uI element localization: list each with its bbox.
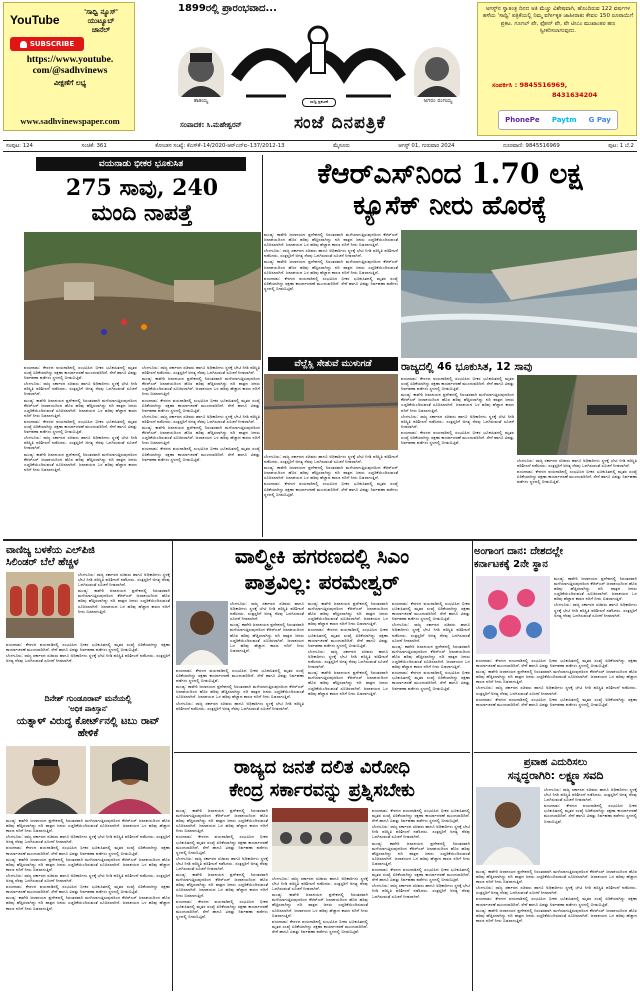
paper-type: ಸಂಜೆ ದಿನಪತ್ರಿಕೆ bbox=[294, 113, 386, 133]
date: ಆಗಸ್ಟ್ 01, ಗುರುವಾರ 2024 bbox=[398, 142, 455, 149]
centre-meeting-photo bbox=[272, 808, 368, 872]
phone1[interactable]: 9845516969, bbox=[519, 81, 568, 89]
col-rule-2 bbox=[172, 541, 173, 991]
valmiki-headline: ವಾಲ್ಮೀಕಿ ಹಗರಣದಲ್ಲಿ ಸಿಎಂ ಪಾತ್ರವಿಲ್ಲ: ಪರಮೇಶ್ವರ್ bbox=[234, 544, 410, 594]
wayanad-kicker: ವಯನಾಡು ಭೀಕರ ಭೂಕುಸಿತ bbox=[36, 157, 246, 171]
organ-photo bbox=[476, 576, 550, 654]
paytm-icon: Paytm bbox=[551, 116, 577, 124]
gpay-icon: G Pay bbox=[588, 116, 611, 124]
youtube-logo: YouTube bbox=[10, 13, 60, 27]
gundu-body: ಮಂಡ್ಯ: ಕಾವೇರಿ ಜಲಾನಯನ ಪ್ರದೇಶದಲ್ಲಿ ನಿರಂತರವಾಗಿ ಮಳೆಯಾಗುತ್ತಿರುವುದರಿಂದ ಕೆಆರ್‌ಎಸ್ ಜಲಾಶಯದಿಂದ ಹೊರ ಹರಿವು ಹೆಚ್ಚಿಸಲಾಗಿದ್ದು ನದಿ ಪಾತ್ರದ ಜನರು ಎಚ್ಚರಿಕೆಯಿಂದಿರುವಂತೆ ಸೂಚಿಸಲಾಗಿದೆ. ಜಲಾಶಯದ ಒಳ ಹರಿವು ಹೆಚ್ಚಾದ ಕಾರಣ ನದಿಗೆ ನೀರು ಬಿಡಲಾಗುತ್ತಿದೆ. ಬೆಂಗಳೂರು: ರಾಜ್ಯ ಸರ್ಕಾರದ ಸಚಿವರು ಹಾಗೂ ಅಧಿಕಾರಿಗಳು ಸ್ಥಳಕ್ಕೆ ಭೇಟಿ ನೀಡಿ ಪರಿಸ್ಥಿತಿ ಪರಿಶೀಲನೆ ನಡೆಸಿದರು. ಸಂತ್ರಸ್ತರಿಗೆ ಅಗತ್ಯ ನೆರವು ಒದಗಿಸುವಂತೆ ಸೂಚನೆ ನೀಡಲಾಗಿದೆ. ವಯನಾಡು: ಕೇರಳದ ವಯನಾಡಿನಲ್ಲಿ ಸಂಭವಿಸಿದ ಭೀಕರ ಭೂಕುಸಿತದಲ್ಲಿ ಮೃತರ ಸಂಖ್ಯೆ ಏರಿಕೆಯಾಗಿದ್ದು ರಕ್ಷಣಾ ಕಾರ್ಯಾಚರಣೆ ಮುಂದುವರಿದಿದೆ. ಸೇನೆ ಹಾಗೂ ವಿಪತ್ತು ನಿರ್ವಹಣಾ ಪಡೆಗಳು ಸ್ಥಳದಲ್ಲಿ ಬೀಡುಬಿಟ್ಟಿವೆ. ಮಂಡ್ಯ: ಕಾವೇರಿ ಜಲಾನಯನ ಪ್ರದೇಶದಲ್ಲಿ ನಿರಂತರವಾಗಿ ಮಳೆಯಾಗುತ್ತಿರುವುದರಿಂದ ಕೆಆರ್‌ಎಸ್ ಜಲಾಶಯದಿಂದ ಹೊರ ಹರಿವು ಹೆಚ್ಚಿಸಲಾಗಿದ್ದು ನದಿ ಪಾತ್ರದ ಜನರು ಎಚ್ಚರಿಕೆಯಿಂದಿರುವಂತೆ ಸೂಚಿಸಲಾಗಿದೆ. ಜಲಾಶಯದ ಒಳ ಹರಿವು ಹೆಚ್ಚಾದ ಕಾರಣ ನದಿಗೆ ನೀರು ಬಿಡಲಾಗುತ್ತಿದೆ. ಬೆಂಗಳೂರು: ರಾಜ್ಯ ಸರ್ಕಾರದ ಸಚಿವರು ಹಾಗೂ ಅಧಿಕಾರಿಗಳು ಸ್ಥಳಕ್ಕೆ ಭೇಟಿ ನೀಡಿ ಪರಿಸ್ಥಿತಿ ಪರಿಶೀಲನೆ ನಡೆಸಿದರು. ಸಂತ್ರಸ್ತರಿಗೆ ಅಗತ್ಯ ನೆರವು ಒದಗಿಸುವಂತೆ ಸೂಚನೆ ನೀಡಲಾಗಿದೆ. ವಯನಾಡು: ಕೇರಳದ ವಯನಾಡಿನಲ್ಲಿ ಸಂಭವಿಸಿದ ಭೀಕರ ಭೂಕುಸಿತದಲ್ಲಿ ಮೃತರ ಸಂಖ್ಯೆ ಏರಿಕೆಯಾಗಿದ್ದು ರಕ್ಷಣಾ ಕಾರ್ಯಾಚರಣೆ ಮುಂದುವರಿದಿದೆ. ಸೇನೆ ಹಾಗೂ ವಿಪತ್ತು ನಿರ್ವಹಣಾ ಪಡೆಗಳು ಸ್ಥಳದಲ್ಲಿ ಬೀಡುಬಿಟ್ಟಿವೆ. ಮಂಡ್ಯ: ಕಾವೇರಿ ಜಲಾನಯನ ಪ್ರದೇಶದಲ್ಲಿ ನಿರಂತರವಾಗಿ ಮಳೆಯಾಗುತ್ತಿರುವುದರಿಂದ ಕೆಆರ್‌ಎಸ್ ಜಲಾಶಯದಿಂದ ಹೊರ ಹರಿವು ಹೆಚ್ಚಿಸಲಾಗಿದ್ದು ನದಿ ಪಾತ್ರದ ಜನರು ಎಚ್ಚರಿಕೆಯಿಂದಿರುವಂತೆ ಸೂಚಿಸಲಾಗಿದೆ. ಜಲಾಶಯದ ಒಳ ಹರಿವು ಹೆಚ್ಚಾದ ಕಾರಣ ನದಿಗೆ ನೀರು ಬಿಡಲಾಗುತ್ತಿದೆ. bbox=[6, 818, 170, 911]
gundu-kicker: ದಿನೇಶ್ ಗುಂಡೂರಾವ್ ಮನೆಯಲ್ಲಿ 'ಅಧಿಕ ಪಾಕಿಸ್ತಾನ' bbox=[44, 694, 132, 713]
wayanad-headline: 275 ಸಾವು, 240 ಮಂದಿ ನಾಪತ್ತೆ bbox=[65, 175, 219, 226]
landslide-body: ವಯನಾಡು: ಕೇರಳದ ವಯನಾಡಿನಲ್ಲಿ ಸಂಭವಿಸಿದ ಭೀಕರ ಭೂಕುಸಿತದಲ್ಲಿ ಮೃತರ ಸಂಖ್ಯೆ ಏರಿಕೆಯಾಗಿದ್ದು ರಕ್ಷಣಾ ಕಾರ್ಯಾಚರಣೆ ಮುಂದುವರಿದಿದೆ. ಸೇನೆ ಹಾಗೂ ವಿಪತ್ತು ನಿರ್ವಹಣಾ ಪಡೆಗಳು ಸ್ಥಳದಲ್ಲಿ ಬೀಡುಬಿಟ್ಟಿವೆ. ಮಂಡ್ಯ: ಕಾವೇರಿ ಜಲಾನಯನ ಪ್ರದೇಶದಲ್ಲಿ ನಿರಂತರವಾಗಿ ಮಳೆಯಾಗುತ್ತಿರುವುದರಿಂದ ಕೆಆರ್‌ಎಸ್ ಜಲಾಶಯದಿಂದ ಹೊರ ಹರಿವು ಹೆಚ್ಚಿಸಲಾಗಿದ್ದು ನದಿ ಪಾತ್ರದ ಜನರು ಎಚ್ಚರಿಕೆಯಿಂದಿರುವಂತೆ ಸೂಚಿಸಲಾಗಿದೆ. ಜಲಾಶಯದ ಒಳ ಹರಿವು ಹೆಚ್ಚಾದ ಕಾರಣ ನದಿಗೆ ನೀರು ಬಿಡಲಾಗುತ್ತಿದೆ. ಬೆಂಗಳೂರು: ರಾಜ್ಯ ಸರ್ಕಾರದ ಸಚಿವರು ಹಾಗೂ ಅಧಿಕಾರಿಗಳು ಸ್ಥಳಕ್ಕೆ ಭೇಟಿ ನೀಡಿ ಪರಿಸ್ಥಿತಿ ಪರಿಶೀಲನೆ ನಡೆಸಿದರು. ಸಂತ್ರಸ್ತರಿಗೆ ಅಗತ್ಯ ನೆರವು ಒದಗಿಸುವಂತೆ ಸೂಚನೆ ನೀಡಲಾಗಿದೆ. ವಯನಾಡು: ಕೇರಳದ ವಯನಾಡಿನಲ್ಲಿ ಸಂಭವಿಸಿದ ಭೀಕರ ಭೂಕುಸಿತದಲ್ಲಿ ಮೃತರ ಸಂಖ್ಯೆ ಏರಿಕೆಯಾಗಿದ್ದು ರಕ್ಷಣಾ ಕಾರ್ಯಾಚರಣೆ ಮುಂದುವರಿದಿದೆ. ಸೇನೆ ಹಾಗೂ ವಿಪತ್ತು ನಿರ್ವಹಣಾ ಪಡೆಗಳು ಸ್ಥಳದಲ್ಲಿ ಬೀಡುಬಿಟ್ಟಿವೆ. bbox=[401, 376, 514, 446]
col-rule-1 bbox=[262, 155, 263, 537]
valmiki-body-col1b: ವಯನಾಡು: ಕೇರಳದ ವಯನಾಡಿನಲ್ಲಿ ಸಂಭವಿಸಿದ ಭೀಕರ ಭೂಕುಸಿತದಲ್ಲಿ ಮೃತರ ಸಂಖ್ಯೆ ಏರಿಕೆಯಾಗಿದ್ದು ರಕ್ಷಣಾ ಕಾರ್ಯಾಚರಣೆ ಮುಂದುವರಿದಿದೆ. ಸೇನೆ ಹಾಗೂ ವಿಪತ್ತು ನಿರ್ವಹಣಾ ಪಡೆಗಳು ಸ್ಥಳದಲ್ಲಿ ಬೀಡುಬಿಟ್ಟಿವೆ. ಮಂಡ್ಯ: ಕಾವೇರಿ ಜಲಾನಯನ ಪ್ರದೇಶದಲ್ಲಿ ನಿರಂತರವಾಗಿ ಮಳೆಯಾಗುತ್ತಿರುವುದರಿಂದ ಕೆಆರ್‌ಎಸ್ ಜಲಾಶಯದಿಂದ ಹೊರ ಹರಿವು ಹೆಚ್ಚಿಸಲಾಗಿದ್ದು ನದಿ ಪಾತ್ರದ ಜನರು ಎಚ್ಚರಿಕೆಯಿಂದಿರುವಂತೆ ಸೂಚಿಸಲಾಗಿದೆ. ಜಲಾಶಯದ ಒಳ ಹರಿವು ಹೆಚ್ಚಾದ ಕಾರಣ ನದಿಗೆ ನೀರು ಬಿಡಲಾಗುತ್ತಿದೆ. ಬೆಂಗಳೂರು: ರಾಜ್ಯ ಸರ್ಕಾರದ ಸಚಿವರು ಹಾಗೂ ಅಧಿಕಾರಿಗಳು ಸ್ಥಳಕ್ಕೆ ಭೇಟಿ ನೀಡಿ ಪರಿಸ್ಥಿತಿ ಪರಿಶೀಲನೆ ನಡೆಸಿದರು. ಸಂತ್ರಸ್ತರಿಗೆ ಅಗತ್ಯ ನೆರವು ಒದಗಿಸುವಂತೆ ಸೂಚನೆ ನೀಡಲಾಗಿದೆ. bbox=[176, 668, 304, 711]
savadi-body-col1: ಬೆಂಗಳೂರು: ರಾಜ್ಯ ಸರ್ಕಾರದ ಸಚಿವರು ಹಾಗೂ ಅಧಿಕಾರಿಗಳು ಸ್ಥಳಕ್ಕೆ ಭೇಟಿ ನೀಡಿ ಪರಿಸ್ಥಿತಿ ಪರಿಶೀಲನೆ ನಡೆಸಿದರು. ಸಂತ್ರಸ್ತರಿಗೆ ಅಗತ್ಯ ನೆರವು ಒದಗಿಸುವಂತೆ ಸೂಚನೆ ನೀಡಲಾಗಿದೆ. ವಯನಾಡು: ಕೇರಳದ ವಯನಾಡಿನಲ್ಲಿ ಸಂಭವಿಸಿದ ಭೀಕರ ಭೂಕುಸಿತದಲ್ಲಿ ಮೃತರ ಸಂಖ್ಯೆ ಏರಿಕೆಯಾಗಿದ್ದು ರಕ್ಷಣಾ ಕಾರ್ಯಾಚರಣೆ ಮುಂದುವರಿದಿದೆ. ಸೇನೆ ಹಾಗೂ ವಿಪತ್ತು ನಿರ್ವಹಣಾ ಪಡೆಗಳು ಸ್ಥಳದಲ್ಲಿ ಬೀಡುಬಿಟ್ಟಿವೆ. bbox=[544, 787, 637, 824]
promo-text: ಅಗಸ್ಟ್‌ನ ಸ್ವಾತಂತ್ರ ದಿನದ ಅತಿ ಮೆಚ್ಚು ವಿಶೇಷವಾಗಿ, ಹೊಂದಿರುವ 122 ವರ್ಷಗಳ ಹಳೆಯ 'ಸಾಧ್ವಿ' ಪತ್ರಿಕೆಯಲ್ಲಿ ನಿಮ್ಮ ವರ್ಗೀಕೃತ ಜಾಹೀರಾತು ಕೇವಲ 150 ರೂಪಾಯಿಗೆ ಪ್ರಕಟ. ಗೂಗಲ್ ಪೇ, ಫೋನ್ ಪೇ, ಪೇ ಟೀಎಂ ಮುಖಾಂತರ ಹಣ ಸ್ವೀಕರಿಸಲಾಗುವುದು. bbox=[482, 6, 634, 35]
youtube-promo[interactable] bbox=[3, 2, 135, 131]
subscribe-button[interactable]: SUBSCRIBE bbox=[10, 37, 84, 51]
issue: ಸಂಚಿಕೆ: 361 bbox=[81, 142, 107, 149]
city: ಮೈಸೂರು bbox=[333, 142, 350, 149]
youtube-url-line1[interactable]: https://www.youtube. bbox=[26, 55, 114, 65]
gundu-photo-2 bbox=[90, 746, 170, 814]
payment-logos bbox=[498, 110, 618, 130]
founder-right-portrait bbox=[414, 47, 460, 97]
valmiki-body-col3: ವಯನಾಡು: ಕೇರಳದ ವಯನಾಡಿನಲ್ಲಿ ಸಂಭವಿಸಿದ ಭೀಕರ ಭೂಕುಸಿತದಲ್ಲಿ ಮೃತರ ಸಂಖ್ಯೆ ಏರಿಕೆಯಾಗಿದ್ದು ರಕ್ಷಣಾ ಕಾರ್ಯಾಚರಣೆ ಮುಂದುವರಿದಿದೆ. ಸೇನೆ ಹಾಗೂ ವಿಪತ್ತು ನಿರ್ವಹಣಾ ಪಡೆಗಳು ಸ್ಥಳದಲ್ಲಿ ಬೀಡುಬಿಟ್ಟಿವೆ. ಬೆಂಗಳೂರು: ರಾಜ್ಯ ಸರ್ಕಾರದ ಸಚಿವರು ಹಾಗೂ ಅಧಿಕಾರಿಗಳು ಸ್ಥಳಕ್ಕೆ ಭೇಟಿ ನೀಡಿ ಪರಿಸ್ಥಿತಿ ಪರಿಶೀಲನೆ ನಡೆಸಿದರು. ಸಂತ್ರಸ್ತರಿಗೆ ಅಗತ್ಯ ನೆರವು ಒದಗಿಸುವಂತೆ ಸೂಚನೆ ನೀಡಲಾಗಿದೆ. ಮಂಡ್ಯ: ಕಾವೇರಿ ಜಲಾನಯನ ಪ್ರದೇಶದಲ್ಲಿ ನಿರಂತರವಾಗಿ ಮಳೆಯಾಗುತ್ತಿರುವುದರಿಂದ ಕೆಆರ್‌ಎಸ್ ಜಲಾಶಯದಿಂದ ಹೊರ ಹರಿವು ಹೆಚ್ಚಿಸಲಾಗಿದ್ದು ನದಿ ಪಾತ್ರದ ಜನರು ಎಚ್ಚರಿಕೆಯಿಂದಿರುವಂತೆ ಸೂಚಿಸಲಾಗಿದೆ. ಜಲಾಶಯದ ಒಳ ಹರಿವು ಹೆಚ್ಚಾದ ಕಾರಣ ನದಿಗೆ ನೀರು ಬಿಡಲಾಗುತ್ತಿದೆ. ವಯನಾಡು: ಕೇರಳದ ವಯನಾಡಿನಲ್ಲಿ ಸಂಭವಿಸಿದ ಭೀಕರ ಭೂಕುಸಿತದಲ್ಲಿ ಮೃತರ ಸಂಖ್ಯೆ ಏರಿಕೆಯಾಗಿದ್ದು ರಕ್ಷಣಾ ಕಾರ್ಯಾಚರಣೆ ಮುಂದುವರಿದಿದೆ. ಸೇನೆ ಹಾಗೂ ವಿಪತ್ತು ನಿರ್ವಹಣಾ ಪಡೆಗಳು ಸ್ಥಳದಲ್ಲಿ ಬೀಡುಬಿಟ್ಟಿವೆ. bbox=[392, 601, 470, 691]
landslide-headline: ರಾಜ್ಯದಲ್ಲಿ 46 ಭೂಕುಸಿತ, 12 ಸಾವು bbox=[401, 361, 533, 373]
founder-left-portrait bbox=[178, 47, 224, 97]
volume: ಸಂಪುಟ: 124 bbox=[6, 142, 33, 149]
centre-body-col1: ಮಂಡ್ಯ: ಕಾವೇರಿ ಜಲಾನಯನ ಪ್ರದೇಶದಲ್ಲಿ ನಿರಂತರವಾಗಿ ಮಳೆಯಾಗುತ್ತಿರುವುದರಿಂದ ಕೆಆರ್‌ಎಸ್ ಜಲಾಶಯದಿಂದ ಹೊರ ಹರಿವು ಹೆಚ್ಚಿಸಲಾಗಿದ್ದು ನದಿ ಪಾತ್ರದ ಜನರು ಎಚ್ಚರಿಕೆಯಿಂದಿರುವಂತೆ ಸೂಚಿಸಲಾಗಿದೆ. ಜಲಾಶಯದ ಒಳ ಹರಿವು ಹೆಚ್ಚಾದ ಕಾರಣ ನದಿಗೆ ನೀರು ಬಿಡಲಾಗುತ್ತಿದೆ. ವಯನಾಡು: ಕೇರಳದ ವಯನಾಡಿನಲ್ಲಿ ಸಂಭವಿಸಿದ ಭೀಕರ ಭೂಕುಸಿತದಲ್ಲಿ ಮೃತರ ಸಂಖ್ಯೆ ಏರಿಕೆಯಾಗಿದ್ದು ರಕ್ಷಣಾ ಕಾರ್ಯಾಚರಣೆ ಮುಂದುವರಿದಿದೆ. ಸೇನೆ ಹಾಗೂ ವಿಪತ್ತು ನಿರ್ವಹಣಾ ಪಡೆಗಳು ಸ್ಥಳದಲ್ಲಿ ಬೀಡುಬಿಟ್ಟಿವೆ. ಬೆಂಗಳೂರು: ರಾಜ್ಯ ಸರ್ಕಾರದ ಸಚಿವರು ಹಾಗೂ ಅಧಿಕಾರಿಗಳು ಸ್ಥಳಕ್ಕೆ ಭೇಟಿ ನೀಡಿ ಪರಿಸ್ಥಿತಿ ಪರಿಶೀಲನೆ ನಡೆಸಿದರು. ಸಂತ್ರಸ್ತರಿಗೆ ಅಗತ್ಯ ನೆರವು ಒದಗಿಸುವಂತೆ ಸೂಚನೆ ನೀಡಲಾಗಿದೆ. ಮಂಡ್ಯ: ಕಾವೇರಿ ಜಲಾನಯನ ಪ್ರದೇಶದಲ್ಲಿ ನಿರಂತರವಾಗಿ ಮಳೆಯಾಗುತ್ತಿರುವುದರಿಂದ ಕೆಆರ್‌ಎಸ್ ಜಲಾಶಯದಿಂದ ಹೊರ ಹರಿವು ಹೆಚ್ಚಿಸಲಾಗಿದ್ದು ನದಿ ಪಾತ್ರದ ಜನರು ಎಚ್ಚರಿಕೆಯಿಂದಿರುವಂತೆ ಸೂಚಿಸಲಾಗಿದೆ. ಜಲಾಶಯದ ಒಳ ಹರಿವು ಹೆಚ್ಚಾದ ಕಾರಣ ನದಿಗೆ ನೀರು ಬಿಡಲಾಗುತ್ತಿದೆ. ವಯನಾಡು: ಕೇರಳದ ವಯನಾಡಿನಲ್ಲಿ ಸಂಭವಿಸಿದ ಭೀಕರ ಭೂಕುಸಿತದಲ್ಲಿ ಮೃತರ ಸಂಖ್ಯೆ ಏರಿಕೆಯಾಗಿದ್ದು ರಕ್ಷಣಾ ಕಾರ್ಯಾಚರಣೆ ಮುಂದುವರಿದಿದೆ. ಸೇನೆ ಹಾಗೂ ವಿಪತ್ತು ನಿರ್ವಹಣಾ ಪಡೆಗಳು ಸ್ಥಳದಲ್ಲಿ ಬೀಡುಬಿಟ್ಟಿವೆ. bbox=[176, 808, 268, 919]
youtube-url-line2[interactable]: com/@sadhvinews bbox=[32, 66, 108, 76]
registration: ಕೋಂಡಸ ಸಂಖ್ಯೆ: ಕೆಎಸ್‌ಕೆ–14/2020-ಆರ್‌ಎನ್‌ಐ–137/2012-13 bbox=[155, 142, 285, 149]
landslide-body-col2: ಬೆಂಗಳೂರು: ರಾಜ್ಯ ಸರ್ಕಾರದ ಸಚಿವರು ಹಾಗೂ ಅಧಿಕಾರಿಗಳು ಸ್ಥಳಕ್ಕೆ ಭೇಟಿ ನೀಡಿ ಪರಿಸ್ಥಿತಿ ಪರಿಶೀಲನೆ ನಡೆಸಿದರು. ಸಂತ್ರಸ್ತರಿಗೆ ಅಗತ್ಯ ನೆರವು ಒದಗಿಸುವಂತೆ ಸೂಚನೆ ನೀಡಲಾಗಿದೆ. ವಯನಾಡು: ಕೇರಳದ ವಯನಾಡಿನಲ್ಲಿ ಸಂಭವಿಸಿದ ಭೀಕರ ಭೂಕುಸಿತದಲ್ಲಿ ಮೃತರ ಸಂಖ್ಯೆ ಏರಿಕೆಯಾಗಿದ್ದು ರಕ್ಷಣಾ ಕಾರ್ಯಾಚರಣೆ ಮುಂದುವರಿದಿದೆ. ಸೇನೆ ಹಾಗೂ ವಿಪತ್ತು ನಿರ್ವಹಣಾ ಪಡೆಗಳು ಸ್ಥಳದಲ್ಲಿ ಬೀಡುಬಿಟ್ಟಿವೆ. bbox=[517, 458, 637, 485]
centre-body-col3: ವಯನಾಡು: ಕೇರಳದ ವಯನಾಡಿನಲ್ಲಿ ಸಂಭವಿಸಿದ ಭೀಕರ ಭೂಕುಸಿತದಲ್ಲಿ ಮೃತರ ಸಂಖ್ಯೆ ಏರಿಕೆಯಾಗಿದ್ದು ರಕ್ಷಣಾ ಕಾರ್ಯಾಚರಣೆ ಮುಂದುವರಿದಿದೆ. ಸೇನೆ ಹಾಗೂ ವಿಪತ್ತು ನಿರ್ವಹಣಾ ಪಡೆಗಳು ಸ್ಥಳದಲ್ಲಿ ಬೀಡುಬಿಟ್ಟಿವೆ. ಬೆಂಗಳೂರು: ರಾಜ್ಯ ಸರ್ಕಾರದ ಸಚಿವರು ಹಾಗೂ ಅಧಿಕಾರಿಗಳು ಸ್ಥಳಕ್ಕೆ ಭೇಟಿ ನೀಡಿ ಪರಿಸ್ಥಿತಿ ಪರಿಶೀಲನೆ ನಡೆಸಿದರು. ಸಂತ್ರಸ್ತರಿಗೆ ಅಗತ್ಯ ನೆರವು ಒದಗಿಸುವಂತೆ ಸೂಚನೆ ನೀಡಲಾಗಿದೆ. ಮಂಡ್ಯ: ಕಾವೇರಿ ಜಲಾನಯನ ಪ್ರದೇಶದಲ್ಲಿ ನಿರಂತರವಾಗಿ ಮಳೆಯಾಗುತ್ತಿರುವುದರಿಂದ ಕೆಆರ್‌ಎಸ್ ಜಲಾಶಯದಿಂದ ಹೊರ ಹರಿವು ಹೆಚ್ಚಿಸಲಾಗಿದ್ದು ನದಿ ಪಾತ್ರದ ಜನರು ಎಚ್ಚರಿಕೆಯಿಂದಿರುವಂತೆ ಸೂಚಿಸಲಾಗಿದೆ. ಜಲಾಶಯದ ಒಳ ಹರಿವು ಹೆಚ್ಚಾದ ಕಾರಣ ನದಿಗೆ ನೀರು ಬಿಡಲಾಗುತ್ತಿದೆ. ವಯನಾಡು: ಕೇರಳದ ವಯನಾಡಿನಲ್ಲಿ ಸಂಭವಿಸಿದ ಭೀಕರ ಭೂಕುಸಿತದಲ್ಲಿ ಮೃತರ ಸಂಖ್ಯೆ ಏರಿಕೆಯಾಗಿದ್ದು ರಕ್ಷಣಾ ಕಾರ್ಯಾಚರಣೆ ಮುಂದುವರಿದಿದೆ. ಸೇನೆ ಹಾಗೂ ವಿಪತ್ತು ನಿರ್ವಹಣಾ ಪಡೆಗಳು ಸ್ಥಳದಲ್ಲಿ ಬೀಡುಬಿಟ್ಟಿವೆ. ಬೆಂಗಳೂರು: ರಾಜ್ಯ ಸರ್ಕಾರದ ಸಚಿವರು ಹಾಗೂ ಅಧಿಕಾರಿಗಳು ಸ್ಥಳಕ್ಕೆ ಭೇಟಿ ನೀಡಿ ಪರಿಸ್ಥಿತಿ ಪರಿಶೀಲನೆ ನಡೆಸಿದರು. ಸಂತ್ರಸ್ತರಿಗೆ ಅಗತ್ಯ ನೆರವು ಒದಗಿಸುವಂತೆ ಸೂಚನೆ ನೀಡಲಾಗಿದೆ. bbox=[372, 808, 470, 899]
organ-body: ವಯನಾಡು: ಕೇರಳದ ವಯನಾಡಿನಲ್ಲಿ ಸಂಭವಿಸಿದ ಭೀಕರ ಭೂಕುಸಿತದಲ್ಲಿ ಮೃತರ ಸಂಖ್ಯೆ ಏರಿಕೆಯಾಗಿದ್ದು ರಕ್ಷಣಾ ಕಾರ್ಯಾಚರಣೆ ಮುಂದುವರಿದಿದೆ. ಸೇನೆ ಹಾಗೂ ವಿಪತ್ತು ನಿರ್ವಹಣಾ ಪಡೆಗಳು ಸ್ಥಳದಲ್ಲಿ ಬೀಡುಬಿಟ್ಟಿವೆ. ಮಂಡ್ಯ: ಕಾವೇರಿ ಜಲಾನಯನ ಪ್ರದೇಶದಲ್ಲಿ ನಿರಂತರವಾಗಿ ಮಳೆಯಾಗುತ್ತಿರುವುದರಿಂದ ಕೆಆರ್‌ಎಸ್ ಜಲಾಶಯದಿಂದ ಹೊರ ಹರಿವು ಹೆಚ್ಚಿಸಲಾಗಿದ್ದು ನದಿ ಪಾತ್ರದ ಜನರು ಎಚ್ಚರಿಕೆಯಿಂದಿರುವಂತೆ ಸೂಚಿಸಲಾಗಿದೆ. ಜಲಾಶಯದ ಒಳ ಹರಿವು ಹೆಚ್ಚಾದ ಕಾರಣ ನದಿಗೆ ನೀರು ಬಿಡಲಾಗುತ್ತಿದೆ. ಬೆಂಗಳೂರು: ರಾಜ್ಯ ಸರ್ಕಾರದ ಸಚಿವರು ಹಾಗೂ ಅಧಿಕಾರಿಗಳು ಸ್ಥಳಕ್ಕೆ ಭೇಟಿ ನೀಡಿ ಪರಿಸ್ಥಿತಿ ಪರಿಶೀಲನೆ ನಡೆಸಿದರು. ಸಂತ್ರಸ್ತರಿಗೆ ಅಗತ್ಯ ನೆರವು ಒದಗಿಸುವಂತೆ ಸೂಚನೆ ನೀಡಲಾಗಿದೆ. ವಯನಾಡು: ಕೇರಳದ ವಯನಾಡಿನಲ್ಲಿ ಸಂಭವಿಸಿದ ಭೀಕರ ಭೂಕುಸಿತದಲ್ಲಿ ಮೃತರ ಸಂಖ್ಯೆ ಏರಿಕೆಯಾಗಿದ್ದು ರಕ್ಷಣಾ ಕಾರ್ಯಾಚರಣೆ ಮುಂದುವರಿದಿದೆ. ಸೇನೆ ಹಾಗೂ ವಿಪತ್ತು ನಿರ್ವಹಣಾ ಪಡೆಗಳು ಸ್ಥಳದಲ್ಲಿ ಬೀಡುಬಿಟ್ಟಿವೆ. bbox=[476, 658, 637, 707]
landslide-photo bbox=[517, 375, 637, 455]
masthead bbox=[0, 0, 640, 140]
pages: ಪುಟ: 1 ಬೆ.2 bbox=[608, 142, 634, 149]
contact-label: ಸಂಪರ್ಕಿಸಿ : bbox=[492, 81, 518, 89]
gundu-photo-1 bbox=[6, 746, 86, 814]
krs-headline: ಕೆಆರ್‌ಎಸ್‌ನಿಂದ 1.70 ಲಕ್ಷ ಕ್ಯೂಸೆಕ್ ನೀರು ಹೊರಕ್ಕೆ bbox=[317, 157, 583, 221]
savadi-body: ಮಂಡ್ಯ: ಕಾವೇರಿ ಜಲಾನಯನ ಪ್ರದೇಶದಲ್ಲಿ ನಿರಂತರವಾಗಿ ಮಳೆಯಾಗುತ್ತಿರುವುದರಿಂದ ಕೆಆರ್‌ಎಸ್ ಜಲಾಶಯದಿಂದ ಹೊರ ಹರಿವು ಹೆಚ್ಚಿಸಲಾಗಿದ್ದು ನದಿ ಪಾತ್ರದ ಜನರು ಎಚ್ಚರಿಕೆಯಿಂದಿರುವಂತೆ ಸೂಚಿಸಲಾಗಿದೆ. ಜಲಾಶಯದ ಒಳ ಹರಿವು ಹೆಚ್ಚಾದ ಕಾರಣ ನದಿಗೆ ನೀರು ಬಿಡಲಾಗುತ್ತಿದೆ. ಬೆಂಗಳೂರು: ರಾಜ್ಯ ಸರ್ಕಾರದ ಸಚಿವರು ಹಾಗೂ ಅಧಿಕಾರಿಗಳು ಸ್ಥಳಕ್ಕೆ ಭೇಟಿ ನೀಡಿ ಪರಿಸ್ಥಿತಿ ಪರಿಶೀಲನೆ ನಡೆಸಿದರು. ಸಂತ್ರಸ್ತರಿಗೆ ಅಗತ್ಯ ನೆರವು ಒದಗಿಸುವಂತೆ ಸೂಚನೆ ನೀಡಲಾಗಿದೆ. ವಯನಾಡು: ಕೇರಳದ ವಯನಾಡಿನಲ್ಲಿ ಸಂಭವಿಸಿದ ಭೀಕರ ಭೂಕುಸಿತದಲ್ಲಿ ಮೃತರ ಸಂಖ್ಯೆ ಏರಿಕೆಯಾಗಿದ್ದು ರಕ್ಷಣಾ ಕಾರ್ಯಾಚರಣೆ ಮುಂದುವರಿದಿದೆ. ಸೇನೆ ಹಾಗೂ ವಿಪತ್ತು ನಿರ್ವಹಣಾ ಪಡೆಗಳು ಸ್ಥಳದಲ್ಲಿ ಬೀಡುಬಿಟ್ಟಿವೆ. ಮಂಡ್ಯ: ಕಾವೇರಿ ಜಲಾನಯನ ಪ್ರದೇಶದಲ್ಲಿ ನಿರಂತರವಾಗಿ ಮಳೆಯಾಗುತ್ತಿರುವುದರಿಂದ ಕೆಆರ್‌ಎಸ್ ಜಲಾಶಯದಿಂದ ಹೊರ ಹರಿವು ಹೆಚ್ಚಿಸಲಾಗಿದ್ದು ನದಿ ಪಾತ್ರದ ಜನರು ಎಚ್ಚರಿಕೆಯಿಂದಿರುವಂತೆ ಸೂಚಿಸಲಾಗಿದೆ. ಜಲಾಶಯದ ಒಳ ಹರಿವು ಹೆಚ್ಚಾದ ಕಾರಣ ನದಿಗೆ ನೀರು ಬಿಡಲಾಗುತ್ತಿದೆ. bbox=[476, 869, 637, 923]
centre-body-col2: ಬೆಂಗಳೂರು: ರಾಜ್ಯ ಸರ್ಕಾರದ ಸಚಿವರು ಹಾಗೂ ಅಧಿಕಾರಿಗಳು ಸ್ಥಳಕ್ಕೆ ಭೇಟಿ ನೀಡಿ ಪರಿಸ್ಥಿತಿ ಪರಿಶೀಲನೆ ನಡೆಸಿದರು. ಸಂತ್ರಸ್ತರಿಗೆ ಅಗತ್ಯ ನೆರವು ಒದಗಿಸುವಂತೆ ಸೂಚನೆ ನೀಡಲಾಗಿದೆ. ಮಂಡ್ಯ: ಕಾವೇರಿ ಜಲಾನಯನ ಪ್ರದೇಶದಲ್ಲಿ ನಿರಂತರವಾಗಿ ಮಳೆಯಾಗುತ್ತಿರುವುದರಿಂದ ಕೆಆರ್‌ಎಸ್ ಜಲಾಶಯದಿಂದ ಹೊರ ಹರಿವು ಹೆಚ್ಚಿಸಲಾಗಿದ್ದು ನದಿ ಪಾತ್ರದ ಜನರು ಎಚ್ಚರಿಕೆಯಿಂದಿರುವಂತೆ ಸೂಚಿಸಲಾಗಿದೆ. ಜಲಾಶಯದ ಒಳ ಹರಿವು ಹೆಚ್ಚಾದ ಕಾರಣ ನದಿಗೆ ನೀರು ಬಿಡಲಾಗುತ್ತಿದೆ. ವಯನಾಡು: ಕೇರಳದ ವಯನಾಡಿನಲ್ಲಿ ಸಂಭವಿಸಿದ ಭೀಕರ ಭೂಕುಸಿತದಲ್ಲಿ ಮೃತರ ಸಂಖ್ಯೆ ಏರಿಕೆಯಾಗಿದ್ದು ರಕ್ಷಣಾ ಕಾರ್ಯಾಚರಣೆ ಮುಂದುವರಿದಿದೆ. ಸೇನೆ ಹಾಗೂ ವಿಪತ್ತು ನಿರ್ವಹಣಾ ಪಡೆಗಳು ಸ್ಥಳದಲ್ಲಿ ಬೀಡುಬಿಟ್ಟಿವೆ. bbox=[272, 876, 368, 934]
divider-center bbox=[174, 752, 470, 753]
vellalli-headline: ವೆಲ್ಲೆಸ್ಲಿ ಸೇತುವೆ ಮುಳುಗಡೆ bbox=[268, 357, 398, 371]
divider bbox=[3, 539, 637, 541]
vellalli-bridge-photo bbox=[264, 374, 398, 450]
gundu-headline: ಯತ್ನಾಳ್ ವಿರುದ್ಧ ಕೋರ್ಟ್‌ನಲ್ಲಿ ಟಬು ರಾವ್ ಹೇಳಿಕೆ bbox=[16, 716, 160, 739]
wayanad-photo bbox=[24, 232, 261, 360]
phone2[interactable]: 8431634204 bbox=[552, 91, 598, 99]
organ-body-col1: ಮಂಡ್ಯ: ಕಾವೇರಿ ಜಲಾನಯನ ಪ್ರದೇಶದಲ್ಲಿ ನಿರಂತರವಾಗಿ ಮಳೆಯಾಗುತ್ತಿರುವುದರಿಂದ ಕೆಆರ್‌ಎಸ್ ಜಲಾಶಯದಿಂದ ಹೊರ ಹರಿವು ಹೆಚ್ಚಿಸಲಾಗಿದ್ದು ನದಿ ಪಾತ್ರದ ಜನರು ಎಚ್ಚರಿಕೆಯಿಂದಿರುವಂತೆ ಸೂಚಿಸಲಾಗಿದೆ. ಜಲಾಶಯದ ಒಳ ಹರಿವು ಹೆಚ್ಚಾದ ಕಾರಣ ನದಿಗೆ ನೀರು ಬಿಡಲಾಗುತ್ತಿದೆ. ಬೆಂಗಳೂರು: ರಾಜ್ಯ ಸರ್ಕಾರದ ಸಚಿವರು ಹಾಗೂ ಅಧಿಕಾರಿಗಳು ಸ್ಥಳಕ್ಕೆ ಭೇಟಿ ನೀಡಿ ಪರಿಸ್ಥಿತಿ ಪರಿಶೀಲನೆ ನಡೆಸಿದರು. ಸಂತ್ರಸ್ತರಿಗೆ ಅಗತ್ಯ ನೆರವು ಒದಗಿಸುವಂತೆ ಸೂಚನೆ ನೀಡಲಾಗಿದೆ. bbox=[554, 576, 637, 618]
info-bar bbox=[3, 140, 637, 152]
founder-left-name: ತಾತಯ್ಯ bbox=[193, 98, 209, 104]
channel-line1: 'ಸಾಧ್ವಿ ನ್ಯೂಸ್' bbox=[84, 8, 118, 16]
wayanad-body-col2: ಬೆಂಗಳೂರು: ರಾಜ್ಯ ಸರ್ಕಾರದ ಸಚಿವರು ಹಾಗೂ ಅಧಿಕಾರಿಗಳು ಸ್ಥಳಕ್ಕೆ ಭೇಟಿ ನೀಡಿ ಪರಿಸ್ಥಿತಿ ಪರಿಶೀಲನೆ ನಡೆಸಿದರು. ಸಂತ್ರಸ್ತರಿಗೆ ಅಗತ್ಯ ನೆರವು ಒದಗಿಸುವಂತೆ ಸೂಚನೆ ನೀಡಲಾಗಿದೆ. ಮಂಡ್ಯ: ಕಾವೇರಿ ಜಲಾನಯನ ಪ್ರದೇಶದಲ್ಲಿ ನಿರಂತರವಾಗಿ ಮಳೆಯಾಗುತ್ತಿರುವುದರಿಂದ ಕೆಆರ್‌ಎಸ್ ಜಲಾಶಯದಿಂದ ಹೊರ ಹರಿವು ಹೆಚ್ಚಿಸಲಾಗಿದ್ದು ನದಿ ಪಾತ್ರದ ಜನರು ಎಚ್ಚರಿಕೆಯಿಂದಿರುವಂತೆ ಸೂಚಿಸಲಾಗಿದೆ. ಜಲಾಶಯದ ಒಳ ಹರಿವು ಹೆಚ್ಚಾದ ಕಾರಣ ನದಿಗೆ ನೀರು ಬಿಡಲಾಗುತ್ತಿದೆ. ವಯನಾಡು: ಕೇರಳದ ವಯನಾಡಿನಲ್ಲಿ ಸಂಭವಿಸಿದ ಭೀಕರ ಭೂಕುಸಿತದಲ್ಲಿ ಮೃತರ ಸಂಖ್ಯೆ ಏರಿಕೆಯಾಗಿದ್ದು ರಕ್ಷಣಾ ಕಾರ್ಯಾಚರಣೆ ಮುಂದುವರಿದಿದೆ. ಸೇನೆ ಹಾಗೂ ವಿಪತ್ತು ನಿರ್ವಹಣಾ ಪಡೆಗಳು ಸ್ಥಳದಲ್ಲಿ ಬೀಡುಬಿಟ್ಟಿವೆ. ಬೆಂಗಳೂರು: ರಾಜ್ಯ ಸರ್ಕಾರದ ಸಚಿವರು ಹಾಗೂ ಅಧಿಕಾರಿಗಳು ಸ್ಥಳಕ್ಕೆ ಭೇಟಿ ನೀಡಿ ಪರಿಸ್ಥಿತಿ ಪರಿಶೀಲನೆ ನಡೆಸಿದರು. ಸಂತ್ರಸ್ತರಿಗೆ ಅಗತ್ಯ ನೆರವು ಒದಗಿಸುವಂತೆ ಸೂಚನೆ ನೀಡಲಾಗಿದೆ. ಮಂಡ್ಯ: ಕಾವೇರಿ ಜಲಾನಯನ ಪ್ರದೇಶದಲ್ಲಿ ನಿರಂತರವಾಗಿ ಮಳೆಯಾಗುತ್ತಿರುವುದರಿಂದ ಕೆಆರ್‌ಎಸ್ ಜಲಾಶಯದಿಂದ ಹೊರ ಹರಿವು ಹೆಚ್ಚಿಸಲಾಗಿದ್ದು ನದಿ ಪಾತ್ರದ ಜನರು ಎಚ್ಚರಿಕೆಯಿಂದಿರುವಂತೆ ಸೂಚಿಸಲಾಗಿದೆ. ಜಲಾಶಯದ ಒಳ ಹರಿವು ಹೆಚ್ಚಾದ ಕಾರಣ ನದಿಗೆ ನೀರು ಬಿಡಲಾಗುತ್ತಿದೆ. ವಯನಾಡು: ಕೇರಳದ ವಯನಾಡಿನಲ್ಲಿ ಸಂಭವಿಸಿದ ಭೀಕರ ಭೂಕುಸಿತದಲ್ಲಿ ಮೃತರ ಸಂಖ್ಯೆ ಏರಿಕೆಯಾಗಿದ್ದು ರಕ್ಷಣಾ ಕಾರ್ಯಾಚರಣೆ ಮುಂದುವರಿದಿದೆ. ಸೇನೆ ಹಾಗೂ ವಿಪತ್ತು ನಿರ್ವಹಣಾ ಪಡೆಗಳು ಸ್ಥಳದಲ್ಲಿ ಬೀಡುಬಿಟ್ಟಿವೆ. bbox=[142, 365, 260, 462]
parameshwar-photo bbox=[176, 601, 228, 665]
masthead-title bbox=[226, 18, 410, 106]
savadi-headline: ಪ್ರವಾಹ ಎದುರಿಸಲು ಸನ್ನದ್ಧರಾಗಿರಿ: ಲಕ್ಷ್ಮಣ ಸವದಿ bbox=[507, 757, 604, 782]
krs-body: ಮಂಡ್ಯ: ಕಾವೇರಿ ಜಲಾನಯನ ಪ್ರದೇಶದಲ್ಲಿ ನಿರಂತರವಾಗಿ ಮಳೆಯಾಗುತ್ತಿರುವುದರಿಂದ ಕೆಆರ್‌ಎಸ್ ಜಲಾಶಯದಿಂದ ಹೊರ ಹರಿವು ಹೆಚ್ಚಿಸಲಾಗಿದ್ದು ನದಿ ಪಾತ್ರದ ಜನರು ಎಚ್ಚರಿಕೆಯಿಂದಿರುವಂತೆ ಸೂಚಿಸಲಾಗಿದೆ. ಜಲಾಶಯದ ಒಳ ಹರಿವು ಹೆಚ್ಚಾದ ಕಾರಣ ನದಿಗೆ ನೀರು ಬಿಡಲಾಗುತ್ತಿದೆ. ಬೆಂಗಳೂರು: ರಾಜ್ಯ ಸರ್ಕಾರದ ಸಚಿವರು ಹಾಗೂ ಅಧಿಕಾರಿಗಳು ಸ್ಥಳಕ್ಕೆ ಭೇಟಿ ನೀಡಿ ಪರಿಸ್ಥಿತಿ ಪರಿಶೀಲನೆ ನಡೆಸಿದರು. ಸಂತ್ರಸ್ತರಿಗೆ ಅಗತ್ಯ ನೆರವು ಒದಗಿಸುವಂತೆ ಸೂಚನೆ ನೀಡಲಾಗಿದೆ. ಮಂಡ್ಯ: ಕಾವೇರಿ ಜಲಾನಯನ ಪ್ರದೇಶದಲ್ಲಿ ನಿರಂತರವಾಗಿ ಮಳೆಯಾಗುತ್ತಿರುವುದರಿಂದ ಕೆಆರ್‌ಎಸ್ ಜಲಾಶಯದಿಂದ ಹೊರ ಹರಿವು ಹೆಚ್ಚಿಸಲಾಗಿದ್ದು ನದಿ ಪಾತ್ರದ ಜನರು ಎಚ್ಚರಿಕೆಯಿಂದಿರುವಂತೆ ಸೂಚಿಸಲಾಗಿದೆ. ಜಲಾಶಯದ ಒಳ ಹರಿವು ಹೆಚ್ಚಾದ ಕಾರಣ ನದಿಗೆ ನೀರು ಬಿಡಲಾಗುತ್ತಿದೆ. ವಯನಾಡು: ಕೇರಳದ ವಯನಾಡಿನಲ್ಲಿ ಸಂಭವಿಸಿದ ಭೀಕರ ಭೂಕುಸಿತದಲ್ಲಿ ಮೃತರ ಸಂಖ್ಯೆ ಏರಿಕೆಯಾಗಿದ್ದು ರಕ್ಷಣಾ ಕಾರ್ಯಾಚರಣೆ ಮುಂದುವರಿದಿದೆ. ಸೇನೆ ಹಾಗೂ ವಿಪತ್ತು ನಿರ್ವಹಣಾ ಪಡೆಗಳು ಸ್ಥಳದಲ್ಲಿ ಬೀಡುಬಿಟ್ಟಿವೆ. bbox=[264, 232, 398, 291]
valmiki-body-col1: ಬೆಂಗಳೂರು: ರಾಜ್ಯ ಸರ್ಕಾರದ ಸಚಿವರು ಹಾಗೂ ಅಧಿಕಾರಿಗಳು ಸ್ಥಳಕ್ಕೆ ಭೇಟಿ ನೀಡಿ ಪರಿಸ್ಥಿತಿ ಪರಿಶೀಲನೆ ನಡೆಸಿದರು. ಸಂತ್ರಸ್ತರಿಗೆ ಅಗತ್ಯ ನೆರವು ಒದಗಿಸುವಂತೆ ಸೂಚನೆ ನೀಡಲಾಗಿದೆ. ಮಂಡ್ಯ: ಕಾವೇರಿ ಜಲಾನಯನ ಪ್ರದೇಶದಲ್ಲಿ ನಿರಂತರವಾಗಿ ಮಳೆಯಾಗುತ್ತಿರುವುದರಿಂದ ಕೆಆರ್‌ಎಸ್ ಜಲಾಶಯದಿಂದ ಹೊರ ಹರಿವು ಹೆಚ್ಚಿಸಲಾಗಿದ್ದು ನದಿ ಪಾತ್ರದ ಜನರು ಎಚ್ಚರಿಕೆಯಿಂದಿರುವಂತೆ ಸೂಚಿಸಲಾಗಿದೆ. ಜಲಾಶಯದ ಒಳ ಹರಿವು ಹೆಚ್ಚಾದ ಕಾರಣ ನದಿಗೆ ನೀರು ಬಿಡಲಾಗುತ್ತಿದೆ. bbox=[230, 601, 304, 653]
col-rule-3 bbox=[472, 541, 473, 991]
editor-line: ಸಂಪಾದಕ: ಸಿ.ಮಹೇಶ್ವರನ್ bbox=[180, 121, 242, 129]
phonepe-icon: PhonePe bbox=[505, 116, 540, 124]
krs-dam-photo bbox=[401, 230, 637, 358]
access-note: ವೀಕ್ಷಣೆಗೆ ಲಭ್ಯ bbox=[53, 79, 87, 87]
lpg-headline: ವಾಣಿಜ್ಯ ಬಳಕೆಯ ಎಲ್‌ಪಿಜಿ ಸಿಲಿಂಡರ್ ಬೆಲೆ ಹೆಚ್ಚಳ bbox=[6, 545, 95, 568]
lpg-body: ಬೆಂಗಳೂರು: ರಾಜ್ಯ ಸರ್ಕಾರದ ಸಚಿವರು ಹಾಗೂ ಅಧಿಕಾರಿಗಳು ಸ್ಥಳಕ್ಕೆ ಭೇಟಿ ನೀಡಿ ಪರಿಸ್ಥಿತಿ ಪರಿಶೀಲನೆ ನಡೆಸಿದರು. ಸಂತ್ರಸ್ತರಿಗೆ ಅಗತ್ಯ ನೆರವು ಒದಗಿಸುವಂತೆ ಸೂಚನೆ ನೀಡಲಾಗಿದೆ. ಮಂಡ್ಯ: ಕಾವೇರಿ ಜಲಾನಯನ ಪ್ರದೇಶದಲ್ಲಿ ನಿರಂತರವಾಗಿ ಮಳೆಯಾಗುತ್ತಿರುವುದರಿಂದ ಕೆಆರ್‌ಎಸ್ ಜಲಾಶಯದಿಂದ ಹೊರ ಹರಿವು ಹೆಚ್ಚಿಸಲಾಗಿದ್ದು ನದಿ ಪಾತ್ರದ ಜನರು ಎಚ್ಚರಿಕೆಯಿಂದಿರುವಂತೆ ಸೂಚಿಸಲಾಗಿದೆ. ಜಲಾಶಯದ ಒಳ ಹರಿವು ಹೆಚ್ಚಾದ ಕಾರಣ ನದಿಗೆ ನೀರು ಬಿಡಲಾಗುತ್ತಿದೆ. bbox=[78, 572, 170, 614]
organ-headline: ಅಂಗಾಂಗ ದಾನ: ದೇಶದಲ್ಲೇ ಕರ್ನಾಟಕಕ್ಕೆ 2ನೇ ಸ್ಥಾನ bbox=[474, 546, 563, 570]
centre-headline: ರಾಜ್ಯದ ಜನತೆ ದಲಿತ ವಿರೋಧಿ ಕೇಂದ್ರ ಸರ್ಕಾರವನ್ನು ಪ್ರಶ್ನಿಸಬೇಕು bbox=[229, 757, 415, 801]
divider-right bbox=[474, 752, 637, 753]
ad-promo-box bbox=[477, 2, 637, 136]
vellalli-body: ಬೆಂಗಳೂರು: ರಾಜ್ಯ ಸರ್ಕಾರದ ಸಚಿವರು ಹಾಗೂ ಅಧಿಕಾರಿಗಳು ಸ್ಥಳಕ್ಕೆ ಭೇಟಿ ನೀಡಿ ಪರಿಸ್ಥಿತಿ ಪರಿಶೀಲನೆ ನಡೆಸಿದರು. ಸಂತ್ರಸ್ತರಿಗೆ ಅಗತ್ಯ ನೆರವು ಒದಗಿಸುವಂತೆ ಸೂಚನೆ ನೀಡಲಾಗಿದೆ. ಮಂಡ್ಯ: ಕಾವೇರಿ ಜಲಾನಯನ ಪ್ರದೇಶದಲ್ಲಿ ನಿರಂತರವಾಗಿ ಮಳೆಯಾಗುತ್ತಿರುವುದರಿಂದ ಕೆಆರ್‌ಎಸ್ ಜಲಾಶಯದಿಂದ ಹೊರ ಹರಿವು ಹೆಚ್ಚಿಸಲಾಗಿದ್ದು ನದಿ ಪಾತ್ರದ ಜನರು ಎಚ್ಚರಿಕೆಯಿಂದಿರುವಂತೆ ಸೂಚಿಸಲಾಗಿದೆ. ಜಲಾಶಯದ ಒಳ ಹರಿವು ಹೆಚ್ಚಾದ ಕಾರಣ ನದಿಗೆ ನೀರು ಬಿಡಲಾಗುತ್ತಿದೆ. ವಯನಾಡು: ಕೇರಳದ ವಯನಾಡಿನಲ್ಲಿ ಸಂಭವಿಸಿದ ಭೀಕರ ಭೂಕುಸಿತದಲ್ಲಿ ಮೃತರ ಸಂಖ್ಯೆ ಏರಿಕೆಯಾಗಿದ್ದು ರಕ್ಷಣಾ ಕಾರ್ಯಾಚರಣೆ ಮುಂದುವರಿದಿದೆ. ಸೇನೆ ಹಾಗೂ ವಿಪತ್ತು ನಿರ್ವಹಣಾ ಪಡೆಗಳು ಸ್ಥಳದಲ್ಲಿ ಬೀಡುಬಿಟ್ಟಿವೆ. bbox=[264, 454, 398, 497]
lpg-cylinders-photo bbox=[6, 572, 74, 638]
valmiki-body-col2: ಮಂಡ್ಯ: ಕಾವೇರಿ ಜಲಾನಯನ ಪ್ರದೇಶದಲ್ಲಿ ನಿರಂತರವಾಗಿ ಮಳೆಯಾಗುತ್ತಿರುವುದರಿಂದ ಕೆಆರ್‌ಎಸ್ ಜಲಾಶಯದಿಂದ ಹೊರ ಹರಿವು ಹೆಚ್ಚಿಸಲಾಗಿದ್ದು ನದಿ ಪಾತ್ರದ ಜನರು ಎಚ್ಚರಿಕೆಯಿಂದಿರುವಂತೆ ಸೂಚಿಸಲಾಗಿದೆ. ಜಲಾಶಯದ ಒಳ ಹರಿವು ಹೆಚ್ಚಾದ ಕಾರಣ ನದಿಗೆ ನೀರು ಬಿಡಲಾಗುತ್ತಿದೆ. ವಯನಾಡು: ಕೇರಳದ ವಯನಾಡಿನಲ್ಲಿ ಸಂಭವಿಸಿದ ಭೀಕರ ಭೂಕುಸಿತದಲ್ಲಿ ಮೃತರ ಸಂಖ್ಯೆ ಏರಿಕೆಯಾಗಿದ್ದು ರಕ್ಷಣಾ ಕಾರ್ಯಾಚರಣೆ ಮುಂದುವರಿದಿದೆ. ಸೇನೆ ಹಾಗೂ ವಿಪತ್ತು ನಿರ್ವಹಣಾ ಪಡೆಗಳು ಸ್ಥಳದಲ್ಲಿ ಬೀಡುಬಿಟ್ಟಿವೆ. ಬೆಂಗಳೂರು: ರಾಜ್ಯ ಸರ್ಕಾರದ ಸಚಿವರು ಹಾಗೂ ಅಧಿಕಾರಿಗಳು ಸ್ಥಳಕ್ಕೆ ಭೇಟಿ ನೀಡಿ ಪರಿಸ್ಥಿತಿ ಪರಿಶೀಲನೆ ನಡೆಸಿದರು. ಸಂತ್ರಸ್ತರಿಗೆ ಅಗತ್ಯ ನೆರವು ಒದಗಿಸುವಂತೆ ಸೂಚನೆ ನೀಡಲಾಗಿದೆ. ಮಂಡ್ಯ: ಕಾವೇರಿ ಜಲಾನಯನ ಪ್ರದೇಶದಲ್ಲಿ ನಿರಂತರವಾಗಿ ಮಳೆಯಾಗುತ್ತಿರುವುದರಿಂದ ಕೆಆರ್‌ಎಸ್ ಜಲಾಶಯದಿಂದ ಹೊರ ಹರಿವು ಹೆಚ್ಚಿಸಲಾಗಿದ್ದು ನದಿ ಪಾತ್ರದ ಜನರು ಎಚ್ಚರಿಕೆಯಿಂದಿರುವಂತೆ ಸೂಚಿಸಲಾಗಿದೆ. ಜಲಾಶಯದ ಒಳ ಹರಿವು ಹೆಚ್ಚಾದ ಕಾರಣ ನದಿಗೆ ನೀರು ಬಿಡಲಾಗುತ್ತಿದೆ. bbox=[308, 601, 388, 696]
bell-icon bbox=[20, 41, 27, 48]
channel-line3: ಚಾನೆಲ್ bbox=[91, 26, 111, 34]
website-url[interactable]: www.sadhvinewspaper.com bbox=[20, 116, 120, 126]
phone: ದೂರವಾಣಿ: 9845516969 bbox=[503, 142, 560, 149]
lpg-body-2: ವಯನಾಡು: ಕೇರಳದ ವಯನಾಡಿನಲ್ಲಿ ಸಂಭವಿಸಿದ ಭೀಕರ ಭೂಕುಸಿತದಲ್ಲಿ ಮೃತರ ಸಂಖ್ಯೆ ಏರಿಕೆಯಾಗಿದ್ದು ರಕ್ಷಣಾ ಕಾರ್ಯಾಚರಣೆ ಮುಂದುವರಿದಿದೆ. ಸೇನೆ ಹಾಗೂ ವಿಪತ್ತು ನಿರ್ವಹಣಾ ಪಡೆಗಳು ಸ್ಥಳದಲ್ಲಿ ಬೀಡುಬಿಟ್ಟಿವೆ. ಬೆಂಗಳೂರು: ರಾಜ್ಯ ಸರ್ಕಾರದ ಸಚಿವರು ಹಾಗೂ ಅಧಿಕಾರಿಗಳು ಸ್ಥಳಕ್ಕೆ ಭೇಟಿ ನೀಡಿ ಪರಿಸ್ಥಿತಿ ಪರಿಶೀಲನೆ ನಡೆಸಿದರು. ಸಂತ್ರಸ್ತರಿಗೆ ಅಗತ್ಯ ನೆರವು ಒದಗಿಸುವಂತೆ ಸೂಚನೆ ನೀಡಲಾಗಿದೆ. bbox=[6, 642, 170, 664]
seal: ಸಾಧ್ವಿ ಪ್ರಕಟಣೆ bbox=[302, 98, 336, 107]
channel-line2: ಯುಟ್ಯೂಬ್ bbox=[87, 17, 115, 25]
wayanad-body: ವಯನಾಡು: ಕೇರಳದ ವಯನಾಡಿನಲ್ಲಿ ಸಂಭವಿಸಿದ ಭೀಕರ ಭೂಕುಸಿತದಲ್ಲಿ ಮೃತರ ಸಂಖ್ಯೆ ಏರಿಕೆಯಾಗಿದ್ದು ರಕ್ಷಣಾ ಕಾರ್ಯಾಚರಣೆ ಮುಂದುವರಿದಿದೆ. ಸೇನೆ ಹಾಗೂ ವಿಪತ್ತು ನಿರ್ವಹಣಾ ಪಡೆಗಳು ಸ್ಥಳದಲ್ಲಿ ಬೀಡುಬಿಟ್ಟಿವೆ. ಬೆಂಗಳೂರು: ರಾಜ್ಯ ಸರ್ಕಾರದ ಸಚಿವರು ಹಾಗೂ ಅಧಿಕಾರಿಗಳು ಸ್ಥಳಕ್ಕೆ ಭೇಟಿ ನೀಡಿ ಪರಿಸ್ಥಿತಿ ಪರಿಶೀಲನೆ ನಡೆಸಿದರು. ಸಂತ್ರಸ್ತರಿಗೆ ಅಗತ್ಯ ನೆರವು ಒದಗಿಸುವಂತೆ ಸೂಚನೆ ನೀಡಲಾಗಿದೆ. ಮಂಡ್ಯ: ಕಾವೇರಿ ಜಲಾನಯನ ಪ್ರದೇಶದಲ್ಲಿ ನಿರಂತರವಾಗಿ ಮಳೆಯಾಗುತ್ತಿರುವುದರಿಂದ ಕೆಆರ್‌ಎಸ್ ಜಲಾಶಯದಿಂದ ಹೊರ ಹರಿವು ಹೆಚ್ಚಿಸಲಾಗಿದ್ದು ನದಿ ಪಾತ್ರದ ಜನರು ಎಚ್ಚರಿಕೆಯಿಂದಿರುವಂತೆ ಸೂಚಿಸಲಾಗಿದೆ. ಜಲಾಶಯದ ಒಳ ಹರಿವು ಹೆಚ್ಚಾದ ಕಾರಣ ನದಿಗೆ ನೀರು ಬಿಡಲಾಗುತ್ತಿದೆ. ವಯನಾಡು: ಕೇರಳದ ವಯನಾಡಿನಲ್ಲಿ ಸಂಭವಿಸಿದ ಭೀಕರ ಭೂಕುಸಿತದಲ್ಲಿ ಮೃತರ ಸಂಖ್ಯೆ ಏರಿಕೆಯಾಗಿದ್ದು ರಕ್ಷಣಾ ಕಾರ್ಯಾಚರಣೆ ಮುಂದುವರಿದಿದೆ. ಸೇನೆ ಹಾಗೂ ವಿಪತ್ತು ನಿರ್ವಹಣಾ ಪಡೆಗಳು ಸ್ಥಳದಲ್ಲಿ ಬೀಡುಬಿಟ್ಟಿವೆ. ಬೆಂಗಳೂರು: ರಾಜ್ಯ ಸರ್ಕಾರದ ಸಚಿವರು ಹಾಗೂ ಅಧಿಕಾರಿಗಳು ಸ್ಥಳಕ್ಕೆ ಭೇಟಿ ನೀಡಿ ಪರಿಸ್ಥಿತಿ ಪರಿಶೀಲನೆ ನಡೆಸಿದರು. ಸಂತ್ರಸ್ತರಿಗೆ ಅಗತ್ಯ ನೆರವು ಒದಗಿಸುವಂತೆ ಸೂಚನೆ ನೀಡಲಾಗಿದೆ. ಮಂಡ್ಯ: ಕಾವೇರಿ ಜಲಾನಯನ ಪ್ರದೇಶದಲ್ಲಿ ನಿರಂತರವಾಗಿ ಮಳೆಯಾಗುತ್ತಿರುವುದರಿಂದ ಕೆಆರ್‌ಎಸ್ ಜಲಾಶಯದಿಂದ ಹೊರ ಹರಿವು ಹೆಚ್ಚಿಸಲಾಗಿದ್ದು ನದಿ ಪಾತ್ರದ ಜನರು ಎಚ್ಚರಿಕೆಯಿಂದಿರುವಂತೆ ಸೂಚಿಸಲಾಗಿದೆ. ಜಲಾಶಯದ ಒಳ ಹರಿವು ಹೆಚ್ಚಾದ ಕಾರಣ ನದಿಗೆ ನೀರು ಬಿಡಲಾಗುತ್ತಿದೆ. bbox=[24, 365, 137, 472]
savadi-photo bbox=[476, 787, 540, 865]
founder-right-name: ಅಗರಂ ರಂಗಯ್ಯ bbox=[423, 98, 453, 104]
since-line: 1899ರಲ್ಲಿ ಪ್ರಾರಂಭವಾದ... bbox=[178, 3, 277, 14]
